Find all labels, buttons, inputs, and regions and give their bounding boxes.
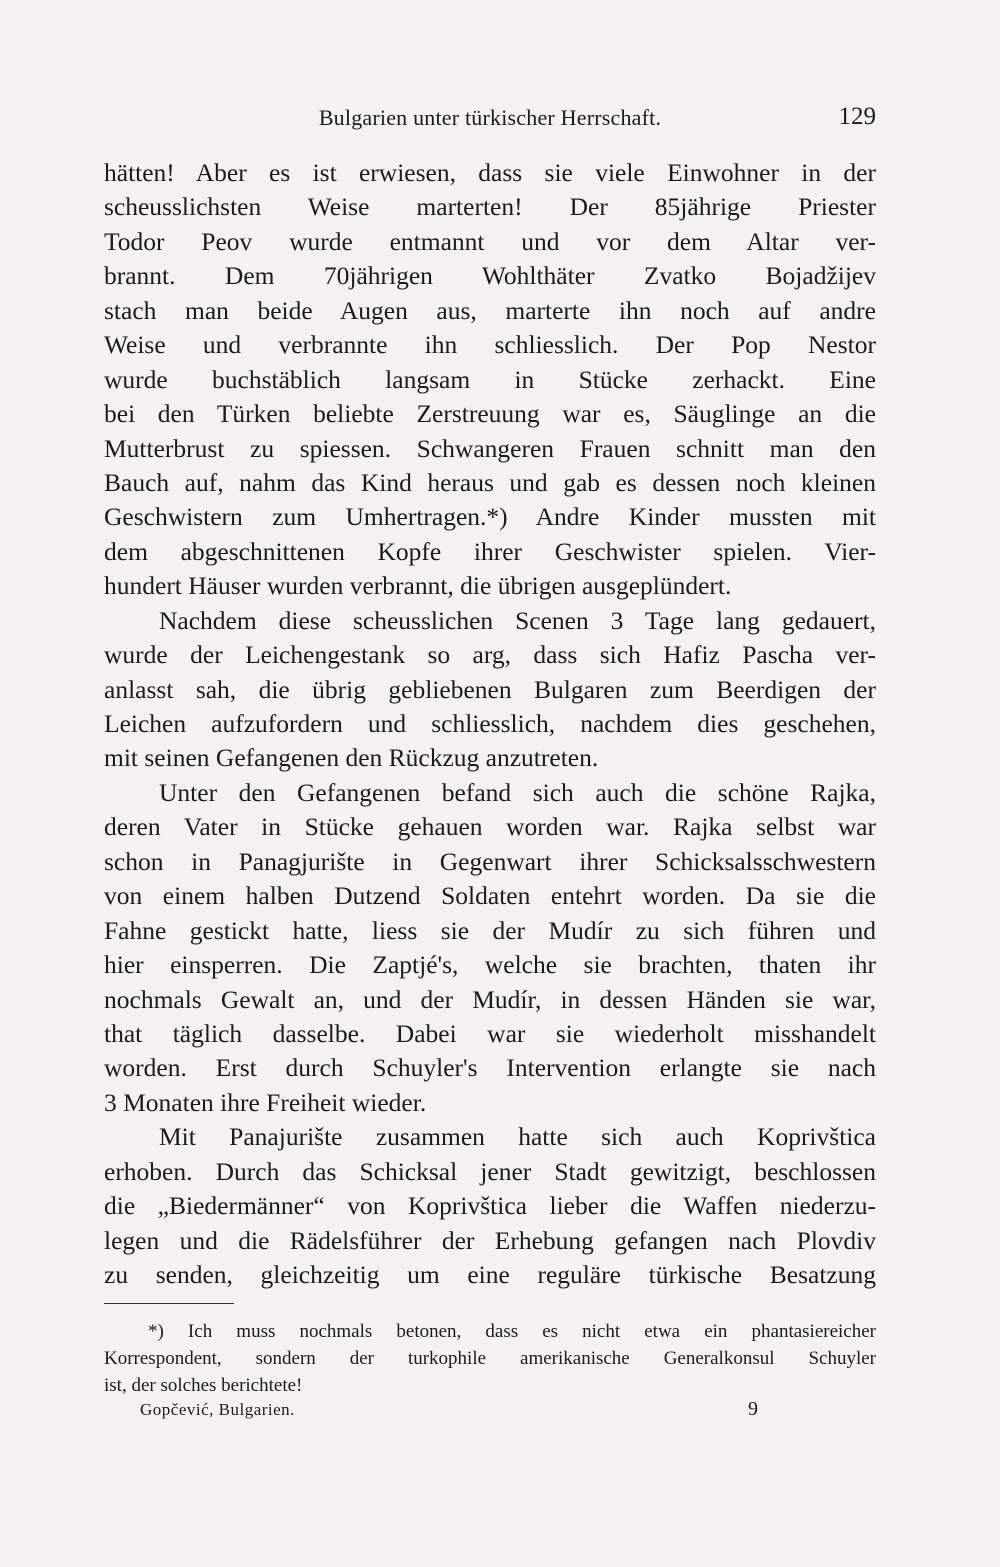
paragraph-4 <box>104 1120 876 1292</box>
text-line: Weise und verbrannte ihn schliesslich. Der Pop Nestor <box>104 330 876 360</box>
text-line: Mit Panajurište zusammen hatte sich auch Koprivštica <box>159 1122 876 1152</box>
text-line: Unter den Gefangenen befand sich auch die schöne Rajka, <box>159 777 876 807</box>
text-line: Geschwistern zum Umhertragen.*) Andre Kinder mussten mit <box>104 502 876 532</box>
running-title: Bulgarien unter türkischer Herrschaft. <box>318 105 662 130</box>
printer-signature: Gopčević, Bulgarien. <box>140 1400 295 1419</box>
sheet-signature-mark: 9 <box>748 1398 758 1420</box>
paragraph-3 <box>104 776 876 1120</box>
footnote-line: ist, der solches berichtete! <box>104 1375 303 1396</box>
body-text <box>104 156 876 1292</box>
text-line: 3 Monaten ihre Freiheit wieder. <box>104 1087 427 1117</box>
text-line: legen und die Rädelsführer der Erhebung gefangen nach Plovdiv <box>104 1225 876 1255</box>
text-line: nochmals Gewalt an, und der Mudír, in dessen Händen sie war, <box>104 984 876 1014</box>
footnote-line: *) Ich muss nochmals betonen, dass es nicht etwa ein phantasiereicher <box>148 1321 876 1342</box>
text-line: wurde der Leichengestank so arg, dass sich Hafiz Pascha ver- <box>104 640 876 670</box>
page-number: 129 <box>838 103 876 130</box>
paragraph-1 <box>104 156 876 604</box>
text-line: die „Biedermänner“ von Koprivštica lieber die Waffen niederzu- <box>104 1191 876 1221</box>
text-line: scheusslichsten Weise marterten! Der 85jährige Priester <box>104 192 876 222</box>
footnote-line: Korrespondent, sondern der turkophile amerikanische Generalkonsul Schuyler <box>104 1348 876 1369</box>
text-line: Todor Peov wurde entmannt und vor dem Altar ver- <box>104 226 876 256</box>
text-line: zu senden, gleichzeitig um eine reguläre türkische Besatzung <box>104 1260 876 1289</box>
text-line: anlasst sah, die übrig gebliebenen Bulgaren zum Beerdigen der <box>104 674 876 704</box>
text-line: hätten! Aber es ist erwiesen, dass sie viele Einwohner in der <box>104 158 876 187</box>
text-line: Fahne gestickt hatte, liess sie der Mudír zu sich führen und <box>104 915 876 945</box>
text-line: Mutterbrust zu spiessen. Schwangeren Frauen schnitt man den <box>104 433 876 463</box>
text-line: hier einsperren. Die Zaptjé's, welche sie brachten, thaten ihr <box>104 950 876 980</box>
text-line: bei den Türken beliebte Zerstreuung war es, Säuglinge an die <box>104 399 876 429</box>
text-line: von einem halben Dutzend Soldaten entehrt worden. Da sie die <box>104 881 876 911</box>
text-line: dem abgeschnittenen Kopfe ihrer Geschwister spielen. Vier- <box>104 536 876 566</box>
text-line: Nachdem diese scheusslichen Scenen 3 Tage lang gedauert, <box>159 605 876 635</box>
text-line: worden. Erst durch Schuyler's Intervention erlangte sie nach <box>104 1053 876 1083</box>
footnote-separator <box>104 1303 234 1304</box>
text-line: schon in Panagjurište in Gegenwart ihrer Schicksalsschwestern <box>104 846 876 876</box>
text-line: stach man beide Augen aus, marterte ihn noch auf andre <box>104 295 876 325</box>
text-line: brannt. Dem 70jährigen Wohlthäter Zvatko Bojadžijev <box>104 261 876 291</box>
text-line: hundert Häuser wurden verbrannt, die übrigen ausgeplündert. <box>104 571 732 601</box>
text-line: wurde buchstäblich langsam in Stücke zerhackt. Eine <box>104 364 876 394</box>
footnote <box>104 1318 876 1399</box>
paragraph-2 <box>104 604 876 776</box>
text-line: Bauch auf, nahm das Kind heraus und gab es dessen noch kleinen <box>104 467 876 497</box>
page-header <box>104 103 876 137</box>
text-line: erhoben. Durch das Schicksal jener Stadt gewitzigt, beschlossen <box>104 1156 876 1186</box>
text-line: that täglich dasselbe. Dabei war sie wiederholt misshandelt <box>104 1018 876 1048</box>
text-line: deren Vater in Stücke gehauen worden war. Rajka selbst war <box>104 812 876 842</box>
text-line: Leichen aufzufordern und schliesslich, nachdem dies geschehen, <box>104 709 876 738</box>
text-line: mit seinen Gefangenen den Rückzug anzutreten. <box>104 743 599 773</box>
